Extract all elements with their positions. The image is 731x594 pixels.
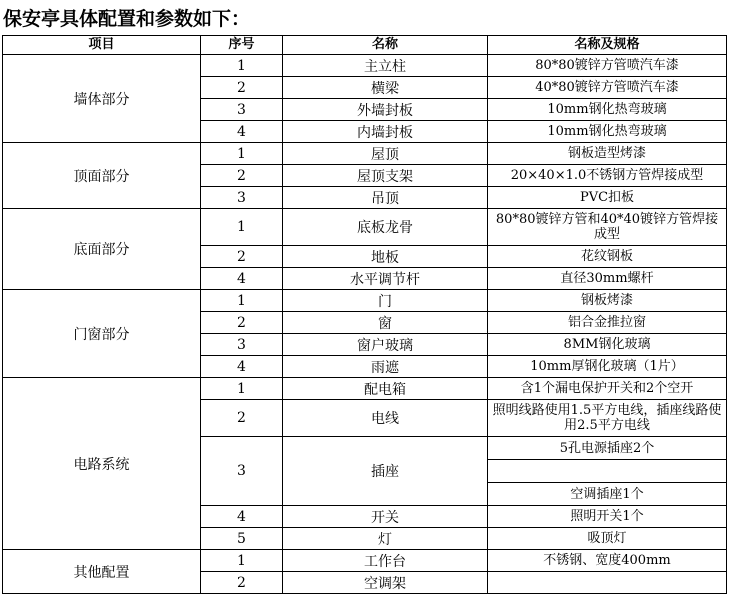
item-name-cell[interactable]: 工作台 [283, 550, 488, 572]
item-spec-cell[interactable]: 80*80镀锌方管和40*40镀锌方管焊接成型 [488, 209, 727, 246]
group-name-cell[interactable]: 底面部分 [3, 209, 201, 290]
item-spec-cell[interactable] [488, 460, 727, 483]
item-name-cell[interactable]: 电线 [283, 400, 488, 437]
item-name-cell[interactable]: 地板 [283, 246, 488, 268]
item-name-cell[interactable]: 底板龙骨 [283, 209, 488, 246]
header-row [3, 36, 727, 55]
item-name-cell[interactable]: 空调架 [283, 572, 488, 594]
item-number-cell[interactable]: 1 [201, 290, 283, 312]
item-spec-cell[interactable]: 花纹钢板 [488, 246, 727, 268]
item-name-cell[interactable]: 吊顶 [283, 187, 488, 209]
item-spec-cell[interactable]: 10mm钢化热弯玻璃 [488, 121, 727, 143]
group-name-cell[interactable]: 电路系统 [3, 378, 201, 550]
item-name-cell[interactable]: 门 [283, 290, 488, 312]
item-spec-cell[interactable]: 钢板造型烤漆 [488, 143, 727, 165]
item-number-cell[interactable]: 4 [201, 506, 283, 528]
item-spec-cell[interactable]: 照明线路使用1.5平方电线，插座线路使用2.5平方电线 [488, 400, 727, 437]
item-number-cell[interactable]: 1 [201, 209, 283, 246]
item-spec-cell[interactable]: 直径30mm螺杆 [488, 268, 727, 290]
spec-table [2, 35, 727, 594]
item-spec-cell[interactable]: PVC扣板 [488, 187, 727, 209]
item-name-cell[interactable]: 水平调节杆 [283, 268, 488, 290]
item-spec-cell[interactable]: 5孔电源插座2个 [488, 437, 727, 460]
item-number-cell[interactable]: 1 [201, 55, 283, 77]
item-name-cell[interactable]: 横梁 [283, 77, 488, 99]
item-name-cell[interactable]: 插座 [283, 437, 488, 506]
group-name-cell[interactable]: 顶面部分 [3, 143, 201, 209]
item-number-cell[interactable]: 2 [201, 165, 283, 187]
item-name-cell[interactable]: 屋顶 [283, 143, 488, 165]
item-name-cell[interactable]: 主立柱 [283, 55, 488, 77]
table-row [3, 378, 727, 400]
item-number-cell[interactable]: 1 [201, 378, 283, 400]
item-number-cell[interactable]: 2 [201, 572, 283, 594]
table-row [3, 550, 727, 572]
item-number-cell[interactable]: 5 [201, 528, 283, 550]
item-spec-cell[interactable]: 8MM钢化玻璃 [488, 334, 727, 356]
item-name-cell[interactable]: 窗户玻璃 [283, 334, 488, 356]
item-number-cell[interactable]: 2 [201, 77, 283, 99]
item-spec-cell[interactable]: 钢板烤漆 [488, 290, 727, 312]
header-spec[interactable]: 名称及规格 [488, 36, 727, 55]
item-number-cell[interactable]: 3 [201, 99, 283, 121]
header-project[interactable]: 项目 [3, 36, 201, 55]
item-spec-cell[interactable]: 不锈钢、宽度400mm [488, 550, 727, 572]
item-spec-cell[interactable] [488, 572, 727, 594]
item-number-cell[interactable]: 4 [201, 356, 283, 378]
item-spec-cell[interactable]: 吸顶灯 [488, 528, 727, 550]
group-name-cell[interactable]: 其他配置 [3, 550, 201, 594]
item-number-cell[interactable]: 3 [201, 187, 283, 209]
item-name-cell[interactable]: 屋顶支架 [283, 165, 488, 187]
table-row [3, 290, 727, 312]
item-spec-cell[interactable]: 10mm钢化热弯玻璃 [488, 99, 727, 121]
header-number[interactable]: 序号 [201, 36, 283, 55]
item-spec-cell[interactable]: 40*80镀锌方管喷汽车漆 [488, 77, 727, 99]
item-number-cell[interactable]: 2 [201, 246, 283, 268]
item-name-cell[interactable]: 外墙封板 [283, 99, 488, 121]
item-spec-cell[interactable]: 20×40×1.0不锈钢方管焊接成型 [488, 165, 727, 187]
group-name-cell[interactable]: 墙体部分 [3, 55, 201, 143]
item-spec-cell[interactable]: 含1个漏电保护开关和2个空开 [488, 378, 727, 400]
header-name[interactable]: 名称 [283, 36, 488, 55]
item-name-cell[interactable]: 配电箱 [283, 378, 488, 400]
item-spec-cell[interactable]: 空调插座1个 [488, 483, 727, 506]
item-number-cell[interactable]: 1 [201, 143, 283, 165]
item-spec-cell[interactable]: 铝合金推拉窗 [488, 312, 727, 334]
item-spec-cell[interactable]: 10mm厚钢化玻璃（1片） [488, 356, 727, 378]
group-name-cell[interactable]: 门窗部分 [3, 290, 201, 378]
item-name-cell[interactable]: 灯 [283, 528, 488, 550]
item-number-cell[interactable]: 2 [201, 312, 283, 334]
item-number-cell[interactable]: 1 [201, 550, 283, 572]
item-spec-cell[interactable]: 照明开关1个 [488, 506, 727, 528]
table-row [3, 143, 727, 165]
item-number-cell[interactable]: 3 [201, 334, 283, 356]
item-name-cell[interactable]: 雨遮 [283, 356, 488, 378]
spec-table-body [3, 55, 727, 594]
item-name-cell[interactable]: 开关 [283, 506, 488, 528]
item-number-cell[interactable]: 3 [201, 437, 283, 506]
item-name-cell[interactable]: 内墙封板 [283, 121, 488, 143]
item-spec-cell[interactable]: 80*80镀锌方管喷汽车漆 [488, 55, 727, 77]
table-row [3, 209, 727, 246]
item-number-cell[interactable]: 2 [201, 400, 283, 437]
document-title: 保安亭具体配置和参数如下： [3, 8, 251, 30]
table-row [3, 55, 727, 77]
item-number-cell[interactable]: 4 [201, 268, 283, 290]
item-number-cell[interactable]: 4 [201, 121, 283, 143]
item-name-cell[interactable]: 窗 [283, 312, 488, 334]
